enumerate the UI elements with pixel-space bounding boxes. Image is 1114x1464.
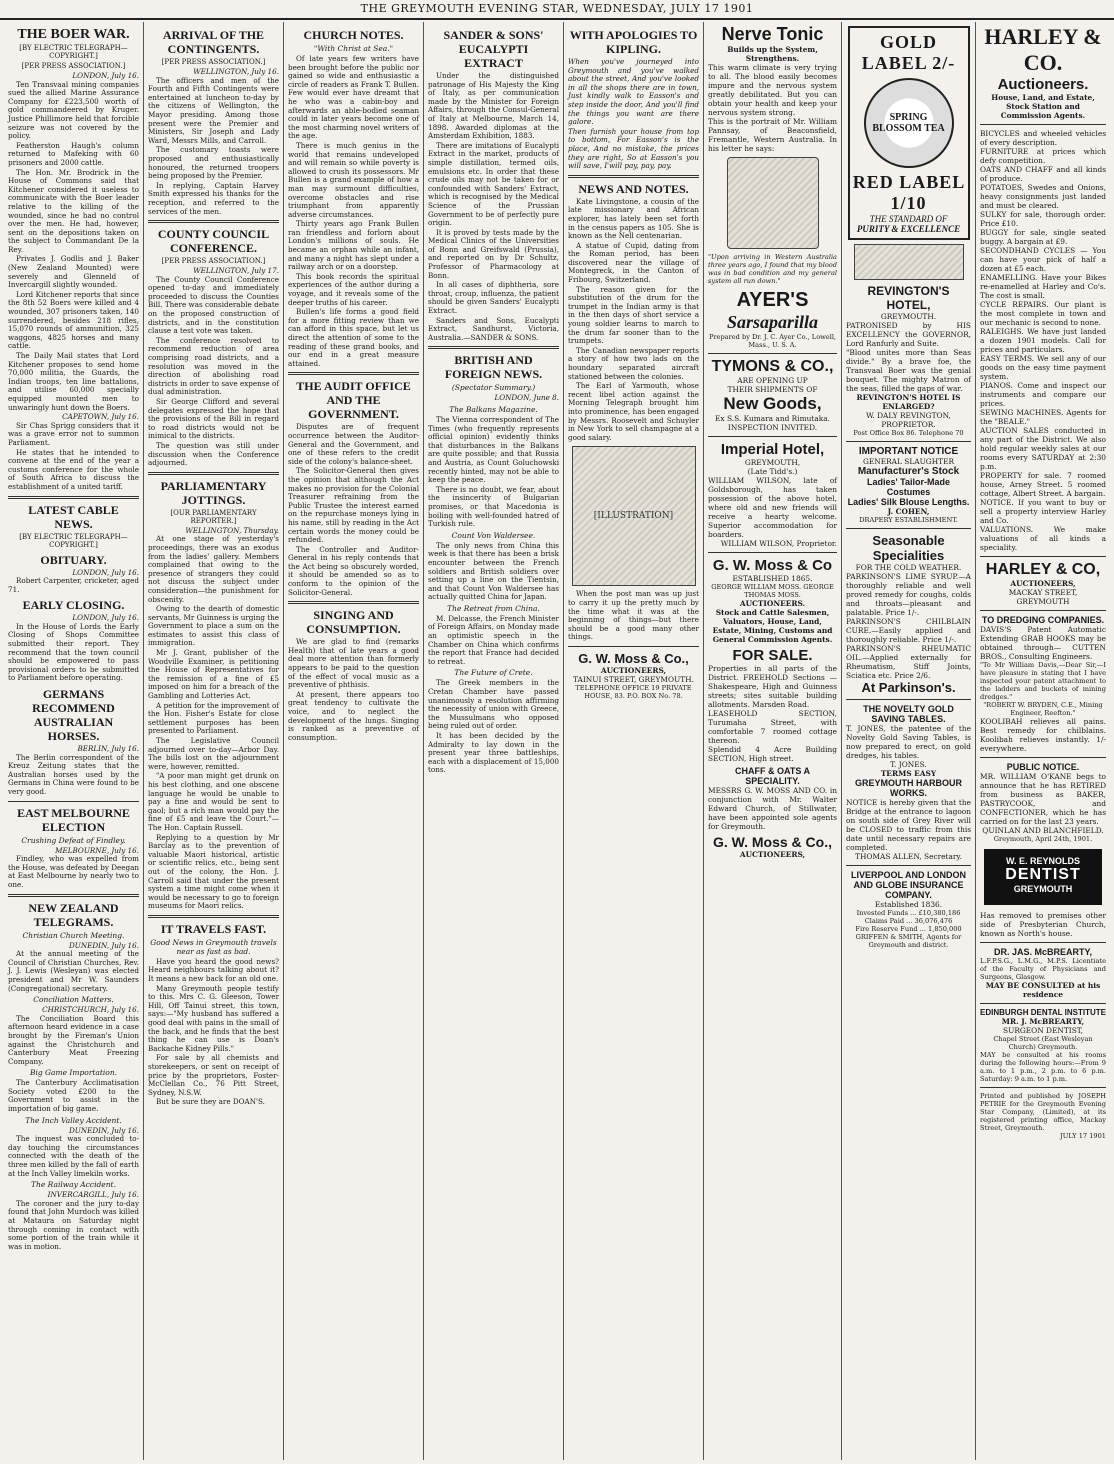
column-4 — [424, 22, 564, 1460]
imprint: Printed and published by JOSEPH PETRIE for the Greymouth Evening Star Company, (Limited), at its registered printing office, Mackay Street, Greymouth. — [980, 1092, 1106, 1132]
subheading: The Retreat from China. — [447, 603, 540, 613]
ad-paragraph: Splendid 4 Acre Building SECTION, High street. — [708, 745, 837, 763]
article-paragraph: This book records the spiritual experiences of the author during a voyage, and it reveals some of the deeper truths of his career. — [288, 271, 419, 307]
ad-paragraph: L.F.P.S.G., L.M.G., M.P.S. Licentiate of the Faculty of Physicians and Surgeons, Glasgow. — [980, 957, 1106, 981]
article-paragraph: M. Delcasse, the French Minister of Foreign Affairs, on Monday made an optimistic speech in the Chamber on China which confirms the report that France had decided to retreat. — [428, 613, 559, 666]
parliamentary-heading: PARLIAMENTARY JOTTINGS. — [160, 478, 267, 507]
dredging-sign: "ROBERT W. BRYDEN, C.E., Mining Engineer, Reefton." — [983, 701, 1103, 717]
nz-telegrams-heading: NEW ZEALAND TELEGRAMS. — [28, 900, 119, 929]
ad-paragraph: MESSRS G. W. MOSS AND CO. in conjunction with Mr. Walter Edward Church, of Stillwater, have been appointed sole agents for Greymouth. — [708, 786, 837, 831]
column-6 — [704, 22, 842, 1460]
divider — [568, 175, 699, 178]
dateline: WELLINGTON, July 16. — [193, 67, 279, 76]
divider — [428, 346, 559, 349]
ad-paragraph: DAVIS'S Patent Automatic Extending GRAB HOOKS may be obtained through— CUTTEN BROS., Consulting Engineers. — [980, 625, 1106, 661]
dateline: LONDON, July 16. — [72, 567, 139, 577]
article-paragraph: The Hon. Mr. Brodrick in the House of Commons said that Kitchener considered it useless to communicate with the Boer leader relative to the killing of the wounded, since he had no control over the men. He had, however, sent on the depositions taken on the subject to Commandant De la Rey. — [8, 167, 139, 254]
ad-paragraph: OATS AND CHAFF and all kinds of produce. — [980, 165, 1106, 183]
ad-paragraph: SECONDHAND CYCLES — You can have your pick of half a dozen at £5 each. — [980, 246, 1106, 273]
article-paragraph: Ten Transvaal mining companies sued the allied Marine Assurance Company for £223,500 worth of gold commandeered by Kruger. Justice Phillimore held that forcible seizure was not covered by the policy. — [8, 79, 139, 141]
article-paragraph: The coroner and the jury to-day found that John Murdoch was killed at Mataura on Saturday night through coming in contact with some portion of the train while it was in motion. — [8, 1198, 139, 1251]
latest-cable-heading: LATEST CABLE NEWS. — [28, 502, 119, 531]
imperial-hotel-title: Imperial Hotel, — [720, 441, 825, 458]
gold-saving-title: THE NOVELTY GOLD SAVING TABLES. — [863, 704, 954, 724]
article-paragraph: At one stage of yesterday's proceedings, there was an exodus from the ladies' gallery. Members complained that owing to the presence of strangers they could not discuss the subject under consideration—the punishment for obscenity. — [148, 534, 279, 604]
revington-tel: Post Office Box 86. Telephone 70 — [853, 429, 964, 437]
article-paragraph: Disputes are of frequent occurrence between the Auditor-General and the Government, and one of these refers to the credit side of the colony's balance-sheet. — [288, 422, 419, 466]
mcbrearty-consult: MAY BE CONSULTED at his residence — [985, 981, 1101, 999]
edinburgh-addr: Chapel Street (East Wesleyan Church) Greymouth. — [993, 1035, 1093, 1051]
article-paragraph: The Vienna correspondent of The Times (who frequently represents official opinion) evidently thinks that disturbances in the Balkans are quite possible; and that Russia and Austria, as Count Goluchowski recently hinted, may not be able to keep the peace. — [428, 415, 559, 485]
dentist-word: DENTIST — [1005, 866, 1081, 883]
dateline: CAPETOWN, July 16. — [62, 412, 139, 422]
divider — [846, 865, 971, 866]
article-paragraph: The officers and men of the Fourth and Fifth Contingents were entertained at luncheon to-day by the citizens of Wellington, the Mayor presiding. Among those present were the Premier and Ministers, Sir Joseph and Lady Ward, Messrs Mills, and Carroll. — [148, 75, 279, 145]
article-paragraph: Sir George Clifford and several delegates expressed the hope that the provisions of the Bill in regard to road districts would not be inimical to the districts. — [148, 397, 279, 441]
seasonable-sub: FOR THE COLD WEATHER. — [855, 563, 962, 572]
ad-paragraph: "Blood unites more than Seas divide." By a brave foe, the Transvaal Boer was the genial bouquet. The mighty Matron of the seas, filled the gaps of war. — [846, 348, 971, 393]
subheading: Count Von Waldersee. — [451, 530, 536, 540]
column-3 — [284, 22, 424, 1460]
gold-label-text: GOLD LABEL 2/- — [861, 32, 956, 73]
divider — [980, 556, 1106, 557]
kipling-heading: WITH APOLOGIES TO KIPLING. — [569, 28, 698, 56]
news-notes-heading: NEWS AND NOTES. — [578, 181, 689, 196]
article-paragraph: The Daily Mail states that Lord Kitchener proposes to send home 70,000 militia, the Guards, the Indian troops, ten line battalions, and utilise 60,000 specially equipped mounted men to unwaringly hunt down the Boers. — [8, 351, 139, 412]
ad-paragraph: SULKY for sale, thorough order. Price £10. — [980, 210, 1106, 228]
harley2-line: AUCTIONEERS, — [1010, 579, 1076, 588]
ad-paragraph: VALUATIONS. We make valuations of all kinds a speciality. — [980, 525, 1106, 552]
nerve-tonic-title: Nerve Tonic — [721, 24, 824, 44]
article-paragraph: The Berlin correspondent of the Kreuz Zeitung states that the Australian horses used by the Germans in China were found to be very good. — [8, 752, 139, 796]
poem-stanza: When you've journeyed into Greymouth and you've walked about the street, And you've looked in all the shops there are in town, Just kindly walk to Easson's and step inside the door, And you'll find the things you want are there galore. — [568, 57, 699, 127]
tymons-title: TYMONS & CO., — [711, 358, 834, 375]
ad-paragraph: PARKINSON'S CHILBLAIN CURE.—Easily applied and thoroughly reliable. Price 1/-. — [846, 617, 971, 644]
public-notice-sign: QUINLAN AND BLANCHFIELD. — [982, 826, 1104, 835]
cohen-name: J. COHEN, — [887, 507, 930, 516]
article-paragraph: The question was still under discussion when the Conference adjourned. — [148, 440, 279, 468]
tymons-line: INSPECTION INVITED. — [727, 423, 818, 432]
spring-blossom-seal-icon: SPRING BLOSSOM TEA — [864, 78, 954, 168]
article-paragraph: The customary toasts were proposed and enthusiastically honoured, the returned troopers being proposed by the Premier. — [148, 145, 279, 181]
source-line: [PER PRESS ASSOCIATION.] — [161, 257, 266, 266]
liverpool-title: LIVERPOOL AND LONDON AND GLOBE INSURANCE COMPANY. — [850, 870, 966, 900]
melbourne-election-heading: EAST MELBOURNE ELECTION — [17, 805, 130, 834]
article-paragraph: Bullen's life forms a good field for a more fitting review than we can afford in this space, but let us direct the attention of some to the reading of these grand books, and our end in a great measure attained. — [288, 307, 419, 368]
article-paragraph: The Canadian newspaper reports a story of how two lads on the boundary separated aircraft stationed between the colonies. — [568, 345, 699, 381]
article-paragraph: Robert Carpenter, cricketer, aged 71. — [8, 576, 139, 594]
ad-paragraph: MR. WILLIAM O'KANE begs to announce that he has RETIRED from business as BAKER, PASTRYCOOK, and CONFECTIONER, which he has carried on for the last 23 years. — [980, 772, 1106, 826]
liverpool-est: Established 1836. — [874, 900, 943, 909]
column-8 — [976, 22, 1110, 1460]
ad-paragraph: PIANOS. Come and inspect our instruments and compare our prices. — [980, 381, 1106, 408]
red-label-text: RED LABEL 1/10 — [852, 172, 965, 213]
nerve-tonic-sub: Builds up the System, Strengthens. — [727, 45, 818, 63]
church-notes-heading: CHURCH NOTES. — [303, 28, 404, 42]
dateline: LONDON, June 8. — [494, 393, 559, 403]
ad-paragraph: RALEIGHS. We have just landed a dozen 1901 models. Call for prices and particulars. — [980, 327, 1106, 354]
ad-paragraph: T. JONES, the patentee of the Novelty Gold Saving Tables, is now prepared to erect, on gold dredges, his tables. — [846, 724, 971, 760]
ad-paragraph: FURNITURE at prices which defy competition. — [980, 147, 1106, 165]
ad-paragraph: AUCTION SALES conducted in any part of the District. We also hold regular weekly sales at our rooms every SATURDAY at 2:30 p.m. — [980, 426, 1106, 471]
harley-sub: Auctioneers. — [997, 76, 1089, 93]
article-paragraph: Under the distinguished patronage of His Majesty the King of Italy, as per communication made by the Minister for Foreign Affairs, through the Consul-General of Italy at Melbourne, March 14, 1898. Awarded diplomas at the Amsterdam Exhibition, 1883. — [428, 71, 559, 141]
article-paragraph: The reason given for the substitution of the drum for the trumpet in the Indian army is that in the then days of short service a young soldier learns to march to the drum far sooner than to the trumpets. — [568, 284, 699, 346]
cohen-line: Ladies' Tailor-Made Costumes — [867, 477, 950, 497]
ad-paragraph: ENAMELLING. Have your Bikes re-enamelled at Harley and Co's. The cost is small. — [980, 273, 1106, 300]
moss-ad-telephone: TELEPHONE OFFICE 19 PRIVATE HOUSE, 83. P.O. BOX No. 78. — [575, 683, 692, 700]
article-paragraph: Sanders and Sons, Eucalypti Extract, Sandhurst, Victoria, Australia.—SANDER & SONS. — [428, 315, 559, 342]
divider — [846, 699, 971, 700]
dentist-town: GREYMOUTH — [1013, 884, 1073, 894]
edinburgh-name: MR. J. McBREARTY, — [1001, 1017, 1085, 1026]
article-paragraph: Findley, who was expelled from the House, was defeated by Deegan at East Melbourne by nearly two to one. — [8, 854, 140, 889]
divider — [8, 894, 139, 897]
gw-moss-title-2: G. W. Moss & Co., — [712, 834, 832, 850]
dredging-title: TO DREDGING COMPANIES. — [981, 615, 1105, 625]
liverpool-funds: Invested Funds ... £10,380,186 — [856, 909, 961, 917]
ad-paragraph: KOOLIBAH relieves all pains. Best remedy for chilblains. Koolibah relieves instantly. 1/- everywhere. — [980, 717, 1106, 753]
harley2-line: GREYMOUTH — [1016, 597, 1070, 606]
dateline: LONDON, July 16. — [72, 613, 139, 623]
subheading: The Railway Accident. — [31, 1180, 116, 1190]
dateline: LONDON, July 16. — [72, 71, 139, 80]
ayers-title: AYER'S — [736, 289, 809, 311]
cohen-line: Manufacturer's Stock — [857, 466, 960, 477]
source-line: [PER PRESS ASSOCIATION.] — [161, 58, 266, 66]
gw-moss-line: GEORGE WILLIAM MOSS. GEORGE THOMAS MOSS. — [711, 583, 834, 599]
divider — [568, 646, 699, 647]
singing-heading: SINGING AND CONSUMPTION. — [306, 608, 401, 637]
engraving-illustration: [ILLUSTRATION] — [572, 446, 696, 586]
article-paragraph: We are glad to find (remarks Health) that of late years a good deal more attention than formerly appears to be paid to the question of the effect of vocal music as a preventive of phthisis. — [288, 637, 419, 690]
ad-paragraph: BICYCLES and wheeled vehicles of every description. — [980, 129, 1106, 147]
article-paragraph: Thirty years ago Frank Bullen ran friendless and forlorn about London's millions of souls. He became an orphan while an infant, and many a night has slept under a railway arch or on a doorstep. — [288, 219, 419, 272]
subheading: (Spectator Summary.) — [451, 383, 536, 393]
article-paragraph: The Earl of Yarmouth, whose recent libel action against the Morning Telegraph brought him into prominence, has been engaged by Messrs. Roosevelt and Schuyler in New York to sell champagne at a good salary. — [568, 381, 699, 442]
column-1 — [4, 22, 144, 1460]
mcbrearty-title: DR. JAS. McBREARTY, — [993, 947, 1092, 957]
article-paragraph: In replying, Captain Harvey Smith expressed his thanks for the reception, and referred to the services of the men. — [148, 180, 279, 216]
article-paragraph: The Conciliation Board this afternoon heard evidence in a case brought by the Fireman's Union against the Christchurch and Canterbury Meat Freezing Company. — [8, 1013, 139, 1066]
imperial-town: GREYMOUTH, — [744, 458, 801, 467]
article-paragraph: The only news from China this week is that there has been a brisk encounter between the French soldiers and British soldiers over setting up a line on the Tientsin, and that Count Von Waldersee has actually quitted China for Japan. — [428, 540, 559, 602]
hotel-crest-illustration — [854, 244, 964, 280]
subheading: Crushing Defeat of Findley. — [21, 835, 126, 845]
divider — [708, 353, 837, 354]
edinburgh-title: EDINBURGH DENTAL INSTITUTE — [980, 1008, 1106, 1017]
article-paragraph: Have you heard the good news? Heard neighbours talking about it? It means a new back for an old one. — [148, 956, 279, 984]
revington-sign: W. DALY REVINGTON, PROPRIETOR. — [866, 411, 951, 429]
divider — [980, 610, 1106, 611]
parkinsons-title: At Parkinson's. — [861, 680, 956, 695]
tymons-line: Ex S.S. Kumara and Rimutaka. — [715, 414, 830, 423]
ad-paragraph: This warm climate is very trying to all. The blood easily becomes impure and the nervous system greatly debilitated. But you can obtain your health and keep your nervous system strong. — [708, 63, 837, 117]
source-line: [BY ELECTRIC TELEGRAPH—COPYRIGHT.] — [19, 532, 128, 549]
ad-paragraph: NOTICE. If you want to buy or sell a property interview Harley and Co. — [980, 498, 1106, 525]
divider — [846, 528, 971, 529]
ad-paragraph: "To Mr William Davis,—Dear Sir,—I have pleasure in stating that I have inspected your patent attachment to the ladders and buckets of mining dredges." — [980, 661, 1106, 701]
early-closing-heading: EARLY CLOSING. — [22, 598, 125, 613]
article-paragraph: Lord Kitchener reports that since the 8th 52 Boers were killed and 4 wounded, 307 prisoners taken, 140 surrendered, besides 218 rifles, 15,070 rounds of ammunition, 325 waggons, 4825 horses and many cattle. — [8, 289, 139, 351]
column-5 — [564, 22, 704, 1460]
article-paragraph: The inquest was concluded to-day touching the circumstances connected with the death of the three men killed by the fall of earth at the Inch Valley limekiln works. — [8, 1134, 139, 1178]
ad-paragraph: CYCLE REPAIRS. Our plant is the most complete in town and our mechanic is second to none. — [980, 300, 1106, 327]
subheading: Big Game Importation. — [29, 1068, 118, 1078]
gw-moss-line: ESTABLISHED 1865. — [732, 574, 813, 583]
liverpool-funds: Claims Paid ... 36,076,476 — [864, 917, 953, 925]
ad-paragraph: NOTICE is hereby given that the Bridge at the entrance to lagoon on south side of Grey River will be CLOSED to traffic from this date until necessary repairs are completed. — [846, 798, 971, 852]
article-paragraph: Kate Livingstone, a cousin of the late missionary and African explorer, has lately been set forth in the census papers as 105. She is known as the Nell centenarian. — [568, 196, 699, 241]
liverpool-funds: Fire Reserve Fund ... 1,850,000 — [855, 925, 962, 933]
article-paragraph: A statue of Cupid, dating from the Roman period, has been discovered near the village of Montegreck, in the Canton of Fribourg, Switzerland. — [568, 240, 699, 285]
ad-paragraph: PARKINSON'S LIME SYRUP.—A thoroughly reliable and well proved remedy for coughs, colds and throats—pleasant and palatable. Price 1/-. — [846, 572, 971, 617]
article-paragraph: Many Greymouth people testify to this. Mrs C. G. Gleeson, Tower Hill, Off Tainui street, this town, says:—"My husband has suffered a good deal with pains in the small of the back, and he finds that the best thing he can use is Doan's Backache Kidney Pills." — [148, 983, 279, 1053]
standard-text: THE STANDARD OF — [869, 214, 948, 224]
subheading: The Balkans Magazine. — [449, 405, 538, 414]
public-notice-date: Greymouth, April 24th, 1901. — [993, 835, 1093, 843]
contingents-heading: ARRIVAL OF THE CONTINGENTS. — [162, 28, 265, 56]
obituary-heading: OBITUARY. — [40, 552, 107, 567]
tymons-line: ARE OPENING UP — [737, 376, 808, 385]
article-paragraph: The Solicitor-General then gives the opinion that although the Act makes no provision for the Colonial Treasurer refraining from the Public Trustee the interest earned on the repurchase moneys lying in his name, still by reading in the Act certain words the money could be refunded. — [288, 466, 419, 545]
chaff-oats-title: CHAFF & OATS A SPECIALITY. — [735, 766, 810, 786]
gold-saving-sign: T. JONES. — [890, 760, 927, 769]
imprint-date: JULY 17 1901 — [1060, 1132, 1106, 1140]
subheading: The Inch Valley Accident. — [25, 1115, 122, 1125]
article-paragraph: There is much genius in the world that remains undeveloped and will remain so while poverty is allowed to crush its possessors. Mr Bullen is a grand example of how a man may surmount difficulties, overcome obstacles and rise triumphant from apparently adverse circumstances. — [288, 140, 419, 219]
harley2-title: HARLEY & CO, — [985, 561, 1101, 578]
article-paragraph: At present, there appears too great tendency to cultivate the voice, and to neglect the development of the lungs. Singing is ranked as a preventive of consumption. — [288, 689, 419, 742]
harbour-title: GREYMOUTH HARBOUR WORKS. — [855, 778, 962, 798]
liverpool-sign: GRIFFEN & SMITH, Agents for Greymouth and district. — [855, 933, 962, 949]
divider — [148, 915, 279, 918]
dentist-sign-ad — [984, 849, 1102, 905]
poem-stanza: Then furnish your house from top to bottom, For Easson's is the place, And no mistake, the prices they are right, So at Easson's you will save, I'will pay, pay, pay. — [568, 126, 699, 171]
article-paragraph: When the post man was up just to carry it up the pretty much by the time what it was at the beginning of things—but there should be a good many other things. — [568, 589, 699, 642]
article-paragraph: He states that he intended to convene at the end of the year a customs conference for the whole of South Africa to discuss the establishment of a united tariff. — [8, 447, 139, 491]
revington-enlarged: REVINGTON'S HOTEL IS ENLARGED? — [856, 393, 961, 411]
cohen-line: DRAPERY ESTABLISHMENT. — [859, 516, 958, 524]
divider — [980, 1003, 1106, 1004]
dateline: DUNEDIN, July 16. — [69, 940, 139, 950]
sander-heading: SANDER & SONS' EUCALYPTI EXTRACT — [443, 28, 544, 70]
harley2-line: MACKAY STREET, — [1008, 588, 1078, 597]
ad-paragraph: Has removed to premises other side of Presbyterian Church, known as North's house. — [980, 911, 1106, 938]
divider — [846, 441, 971, 442]
moss-ad-sub: AUCTIONEERS, — [600, 665, 667, 675]
ad-paragraph: Properties in all parts of the District. FREEHOLD Sections — Shakespeare, High and Guinness streets; sites suitable building allotments. Marsden Road. — [708, 664, 837, 709]
terms-easy: TERMS EASY — [880, 769, 937, 778]
purity-text: PURITY & EXCELLENCE — [856, 224, 961, 234]
article-paragraph: The Greek members in the Cretan Chamber have passed unanimously a resolution affirming the necessity of union with Greece, the Mussulmans who opposed being ruled out of order. — [428, 678, 559, 731]
masthead: THE GREYMOUTH EVENING STAR, WEDNESDAY, JULY 17 1901 — [0, 0, 1114, 20]
dateline: INVERCARGILL, July 16. — [47, 1190, 139, 1200]
gw-moss-line: AUCTIONEERS. — [739, 599, 806, 608]
ad-paragraph: POTATOES, Swedes and Onions, heavy consignments just landed and must be cleared. — [980, 183, 1106, 210]
ad-paragraph: PATRONISED by HIS EXCELLENCY the GOVERNOR, Lord Ranfurly and Suite. — [846, 321, 971, 348]
gw-moss-line: AUCTIONEERS, — [739, 850, 806, 859]
subheading: The Future of Crete. — [454, 668, 533, 678]
portrait-illustration — [727, 157, 819, 249]
column-7 — [842, 22, 976, 1460]
revington-town: GREYMOUTH. — [880, 312, 937, 321]
moss-ad-address: TAINUI STREET, GREYMOUTH. — [573, 674, 694, 684]
ad-paragraph: MAY be consulted at his rooms during the following hours:—From 9 a.m. to 1 p.m., 2 p.m. to 6 p.m. Saturday: 9 a.m. to 1 p.m. — [980, 1051, 1106, 1083]
article-paragraph: There is no doubt, we fear, about the insincerity of Bulgarian promises, or that Macedonia is boiling with well-founded hatred of Turkish rule. — [428, 484, 559, 529]
cohen-line: GENERAL SLAUGHTER — [862, 457, 955, 466]
ad-paragraph: SEWING MACHINES. Agents for the "BEALE." — [980, 408, 1106, 426]
ad-paragraph: PROPERTY for sale. 7 roomed house, Arney Street. 5 roomed cottage, Albert Street. A bargain. — [980, 471, 1106, 498]
divider — [288, 601, 419, 604]
travels-fast-heading: IT TRAVELS FAST. — [160, 921, 267, 936]
ad-paragraph: This is the portrait of Mr. William Pannsay, of Beaconsfield, Fremantle, Western Australia. In his letter he says: — [708, 117, 837, 153]
dateline: WELLINGTON, Thursday. — [185, 525, 279, 535]
audit-office-heading: THE AUDIT OFFICE AND THE GOVERNMENT. — [296, 379, 411, 422]
article-paragraph: The Legislative Council adjourned over to-day—Arbor Day. The bills lost on the adjournment were, however, remitted. — [148, 736, 279, 771]
article-paragraph: In the House of Lords the Early Closing of Shops Committee submitted their report. They recommend that the town council should be empowered to pass provisional orders to be submitted to Parliament before operating. — [8, 621, 139, 683]
divider — [148, 472, 279, 475]
article-paragraph: Featherston Haugh's column returned to Mafeking with 60 prisoners and 2000 cattle. — [8, 140, 139, 167]
gw-moss-line: Stock and Cattle Salesmen, Valuators, House, Land, Estate, Mining, Customs and General Commission Agents. — [712, 608, 833, 644]
new-goods-title: New Goods, — [723, 394, 822, 413]
article-paragraph: Mr J. Grant, publisher of the Woodville Examiner, is petitioning the House of Representatives for the remission of a fine of £5 imposed on him for a breach of the Gambling and Lotteries Act. — [148, 648, 279, 701]
public-notice-title: PUBLIC NOTICE. — [1006, 762, 1080, 772]
divider — [8, 801, 139, 802]
edinburgh-sub: SURGEON DENTIST, — [1003, 1026, 1083, 1035]
article-paragraph: It has been decided by the Admiralty to lay down in the present year three battleships, each with a displacement of 15,000 tons. — [428, 731, 559, 775]
divider — [148, 220, 279, 223]
dateline: DUNEDIN, July 16. — [69, 1125, 139, 1135]
divider — [708, 552, 837, 553]
ad-paragraph: BUGGY for sale, single seated buggy. A bargain at £9. — [980, 228, 1106, 246]
county-council-heading: COUNTY COUNCIL CONFERENCE. — [157, 227, 270, 256]
harley-title: HARLEY & CO. — [984, 24, 1102, 75]
cohen-line: Ladies' Silk Blouse Lengths. — [847, 497, 970, 507]
dateline: MELBOURNE, July 16. — [55, 845, 139, 855]
divider — [708, 436, 837, 437]
divider — [980, 1087, 1106, 1088]
article-paragraph: A petition for the improvement of the Hon. Fisher's Estate for close settlement purposes has been presented to Parliament. — [148, 700, 279, 736]
harbour-sign: THOMAS ALLEN, Secretary. — [855, 852, 962, 861]
dateline: BERLIN, July 16. — [77, 744, 139, 754]
article-paragraph: "A poor man might get drunk on his best clothing, and one obscene language he would be unable to pay a fine and would be sent to gaol; but a rich man would pay the fine of £5 and leave the Court."—The Hon. Captain Russell. — [148, 771, 279, 832]
article-paragraph: In all cases of diphtheria, sore throat, croup, influenza, the patient should be given Sanders' Eucalypti Extract. — [428, 280, 559, 316]
for-sale-title: FOR SALE. — [732, 647, 813, 664]
article-paragraph: Of late years few writers have been brought before the public nor gained so wide and enthusiastic a circle of readers as Frank T. Bullen. Few would ever have dreamt that he who was a cabin-boy and afterwards an able-bodied seaman could in later years become one of the most charming novel writers of the age. — [288, 54, 419, 141]
source-line: [PER PRESS ASSOCIATION.] — [21, 62, 126, 70]
ad-paragraph: WILLIAM WILSON, late of Goldsborough, has taken possession of the above hotel, where old and new friends will receive a hearty welcome. Superior accommodation for boarders. — [708, 476, 837, 539]
seasonable-title: Seasonable Specialities — [872, 533, 945, 563]
article-paragraph: The County Council Conference opened to-day and immediately proceeded to discuss the Counties Bill. There was considerable debate on the proposed construction of districts, and in the constitution clause a test vote was taken. — [148, 274, 279, 336]
revington-title: REVINGTON'S HOTEL, — [867, 284, 950, 312]
ad-paragraph: LEASEHOLD SECTION, Turumaha Street, with comfortable 7 roomed cottage thereon. — [708, 709, 837, 745]
divider — [980, 942, 1106, 943]
divider — [8, 496, 139, 499]
article-paragraph: The Controller and Auditor-General in his reply contends that the Act being so obscurely worded, it should be amended so as to conform to the opinion of the Solicitor-General. — [288, 544, 419, 597]
source-line: [OUR PARLIAMENTARY REPORTER.] — [170, 508, 257, 525]
ad-paragraph: EASY TERMS. We sell any of our goods on the easy time payment system. — [980, 354, 1106, 381]
divider — [288, 372, 419, 375]
article-paragraph: At the annual meeting of the Council of Christian Churches, Rev. J. J. Lewis (Wesleyan) was elected president and Mr W. Saunders (Congregational) secretary. — [8, 949, 139, 993]
ad-quote: "Upon arriving in Western Australia three years ago, I found that my blood was in bad condition and my general system all run down." — [708, 253, 837, 285]
ad-paragraph: PARKINSON'S RHEUMATIC OIL.—Applied externally for Rheumatism, Stiff Joints, Sciatica etc. Price 2/6. — [846, 644, 971, 680]
harley-sub2: House, Land, and Estate, Stock Station and Commission Agents. — [991, 93, 1095, 120]
divider — [980, 124, 1106, 125]
article-paragraph: Replying to a question by Mr Barclay as to the prevention of valuable Maori historical, artistic or scientific relics, etc., being sent out of the colony, the Hon. J. Carroll said that under the present system a time might come when it would be necessary to go to foreign museums for Maori relics. — [148, 832, 279, 911]
column-2 — [144, 22, 284, 1460]
subheading: Christian Church Meeting. — [22, 930, 125, 940]
horses-heading: GERMANS RECOMMEND AUSTRALIAN HORSES. — [32, 687, 115, 744]
article-paragraph: It is proved by tests made by the Medical Clinics of the Universities of Bonn and Greifswald (Prussia), and reported on by Dr Schultz, Professor of Pharmacology at Bonn. — [428, 227, 559, 280]
subheading: "With Christ at Sea." — [313, 44, 394, 53]
imperial-sign: WILLIAM WILSON, Proprietor. — [720, 539, 837, 548]
article-paragraph: Sir Chas Sprigg considers that it was a grave error not to summon Parliament. — [8, 420, 139, 447]
dateline: CHRISTCHURCH, July 16. — [42, 1005, 139, 1015]
boer-war-heading: THE BOER WAR. — [17, 27, 130, 42]
divider — [980, 757, 1106, 758]
tea-label-ad — [848, 26, 970, 240]
article-paragraph: Privates J. Godlis and J. Baker (New Zealand Mounted) were severely and Glenneld of Invercargill slightly wounded. — [8, 254, 139, 290]
important-notice-title: IMPORTANT NOTICE — [858, 446, 959, 457]
gw-moss-title: G. W. Moss & Co — [712, 557, 833, 574]
dateline: WELLINGTON, July 17. — [193, 266, 279, 276]
article-paragraph: But be sure they are DOAN'S. — [156, 1097, 265, 1107]
article-paragraph: There are imitations of Eucalypti Extract in the market, products of simple distillation, termed oils, emulsions etc. In order that these crude oils may not be taken for or confounded with Sanders' Extract, which is recognised by the Medical Science of the Prussian Government to be of perfectly pure origin. — [428, 140, 559, 228]
dentist-name: W. E. REYNOLDS — [1005, 856, 1080, 866]
subheading: Conciliation Matters. — [33, 995, 114, 1005]
newspaper-page — [4, 22, 1110, 1460]
imperial-late: (Late Tidd's.) — [747, 467, 798, 476]
sarsaparilla-title: Sarsaparilla — [726, 312, 819, 332]
british-foreign-heading: BRITISH AND FOREIGN NEWS. — [444, 353, 543, 382]
moss-ad-title: G. W. Moss & Co., — [578, 650, 689, 666]
article-paragraph: For sale by all chemists and storekeepers, or sent on receipt of price by the proprietors, Foster-McClellan Co., 76 Pitt Street, Sydney, N.S.W. — [148, 1053, 279, 1097]
article-paragraph: The conference resolved to recommend reduction of area comprising road districts, and a resolution was moved in the direction of abolishing road districts in order to save expense of dual administration. — [148, 335, 279, 397]
article-paragraph: The Canterbury Acclimatisation Society voted £200 to the Government to assist in the importation of big game. — [8, 1078, 139, 1114]
ayers-maker: Prepared by Dr. J. C. Ayer Co., Lowell, Mass., U. S. A. — [708, 333, 837, 349]
subheading: Good News in Greymouth travels near as fast as bad. — [150, 937, 277, 956]
tymons-line: THEIR SHIPMENTS OF — [727, 385, 818, 394]
source-line: [BY ELECTRIC TELEGRAPH—COPYRIGHT.] — [19, 44, 128, 60]
article-paragraph: Owing to the dearth of domestic servants, Mr Guinness is urging the Government to place a sum on the estimates to assist this class of immigration. — [148, 604, 279, 648]
